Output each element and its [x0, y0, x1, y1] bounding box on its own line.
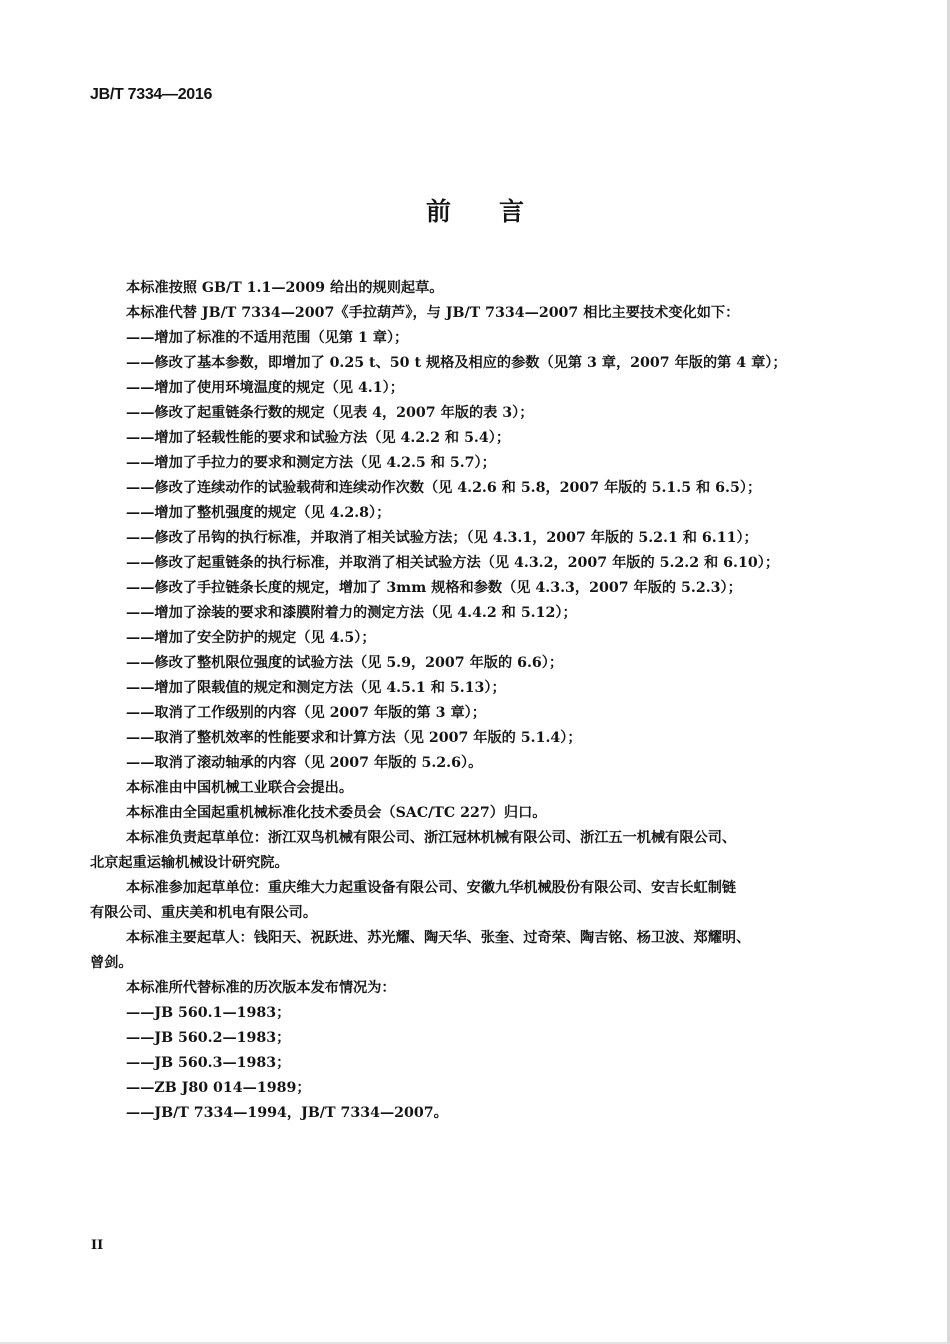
change-item: ——增加了安全防护的规定（见 4.5）；: [126, 630, 376, 646]
foreword-body: [90, 276, 858, 1126]
page-title: 前言: [425, 197, 572, 226]
paragraph-participating-units-line1: 本标准参加起草单位：重庆维大力起重设备有限公司、安徽九华机械股份有限公司、安吉长虹制链: [126, 880, 737, 896]
page-number: II: [91, 1238, 104, 1253]
paragraph-replaces: 本标准代替 JB/T 7334—2007《手拉葫芦》，与 JB/T 7334—2007 相比主要技术变化如下：: [126, 305, 740, 321]
change-item: ——取消了整机效率的性能要求和计算方法（见 2007 年版的 5.1.4）；: [126, 730, 582, 746]
paragraph-drafting-units-line2: 北京起重运输机械设计研究院。: [90, 855, 289, 871]
paragraph-participating-units-line2: 有限公司、重庆美和机电有限公司。: [90, 905, 318, 921]
change-item: ——修改了基本参数，即增加了 0.25 t、50 t 规格及相应的参数（见第 3 章，2007 年版的第 4 章）；: [126, 355, 787, 371]
change-item: ——取消了工作级别的内容（见 2007 年版的第 3 章）；: [126, 705, 486, 721]
paragraph-main-drafters-line1: 本标准主要起草人：钱阳天、祝跃进、苏光耀、陶天华、张奎、过奇荣、陶吉铭、杨卫波、郑耀明、: [126, 930, 751, 946]
change-item: ——修改了连续动作的试验载荷和连续动作次数（见 4.2.6 和 5.8，2007 年版的 5.1.5 和 6.5）；: [126, 480, 762, 496]
change-item: ——修改了起重链条的执行标准，并取消了相关试验方法（见 4.3.2，2007 年版的 5.2.2 和 6.10）；: [126, 555, 780, 571]
change-item: ——修改了吊钩的执行标准，并取消了相关试验方法；（见 4.3.1，2007 年版的 5.2.1 和 6.11）；: [126, 530, 758, 546]
change-item: ——增加了限载值的规定和测定方法（见 4.5.1 和 5.13）；: [126, 680, 506, 696]
changes-list: [90, 326, 858, 776]
paragraph-proposed-by: 本标准由中国机械工业联合会提出。: [126, 780, 354, 796]
change-item: ——修改了手拉链条长度的规定，增加了 3mm 规格和参数（见 4.3.3，2007 年版的 5.2.3）；: [126, 580, 742, 596]
change-item: ——修改了整机限位强度的试验方法（见 5.9，2007 年版的 6.6）；: [126, 655, 564, 671]
paragraph-main-drafters-line2: 曾剑。: [90, 955, 133, 971]
paragraph-history-intro: 本标准所代替标准的历次版本发布情况为：: [126, 980, 396, 996]
history-item: ——JB 560.2—1983；: [126, 1030, 291, 1046]
change-item: ——取消了滚动轴承的内容（见 2007 年版的 5.2.6）。: [126, 755, 483, 771]
change-item: ——增加了轻载性能的要求和试验方法（见 4.2.2 和 5.4）；: [126, 430, 511, 446]
change-item: ——增加了手拉力的要求和测定方法（见 4.2.5 和 5.7）；: [126, 455, 496, 471]
history-item: ——JB 560.3—1983；: [126, 1055, 291, 1071]
change-item: ——增加了整机强度的规定（见 4.2.8）；: [126, 505, 391, 521]
history-list: [90, 1001, 858, 1126]
paragraph-drafting-rules: 本标准按照 GB/T 1.1—2009 给出的规则起草。: [126, 280, 444, 296]
change-item: ——增加了使用环境温度的规定（见 4.1）；: [126, 380, 404, 396]
change-item: ——增加了涂装的要求和漆膜附着力的测定方法（见 4.4.2 和 5.12）；: [126, 605, 577, 621]
history-item: ——JB/T 7334—1994，JB/T 7334—2007。: [126, 1105, 448, 1121]
history-item: ——JB 560.1—1983；: [126, 1005, 291, 1021]
change-item: ——修改了起重链条行数的规定（见表 4，2007 年版的表 3）；: [126, 405, 534, 421]
change-item: ——增加了标准的不适用范围（见第 1 章）；: [126, 330, 409, 346]
history-item: ——ZB J80 014—1989；: [126, 1080, 311, 1096]
paragraph-drafting-units-line1: 本标准负责起草单位：浙江双鸟机械有限公司、浙江冠林机械有限公司、浙江五一机械有限公司、: [126, 830, 737, 846]
paragraph-under-jurisdiction: 本标准由全国起重机械标准化技术委员会（SAC/TC 227）归口。: [126, 805, 547, 821]
standard-code-header: JB/T 7334—2016: [90, 86, 213, 103]
